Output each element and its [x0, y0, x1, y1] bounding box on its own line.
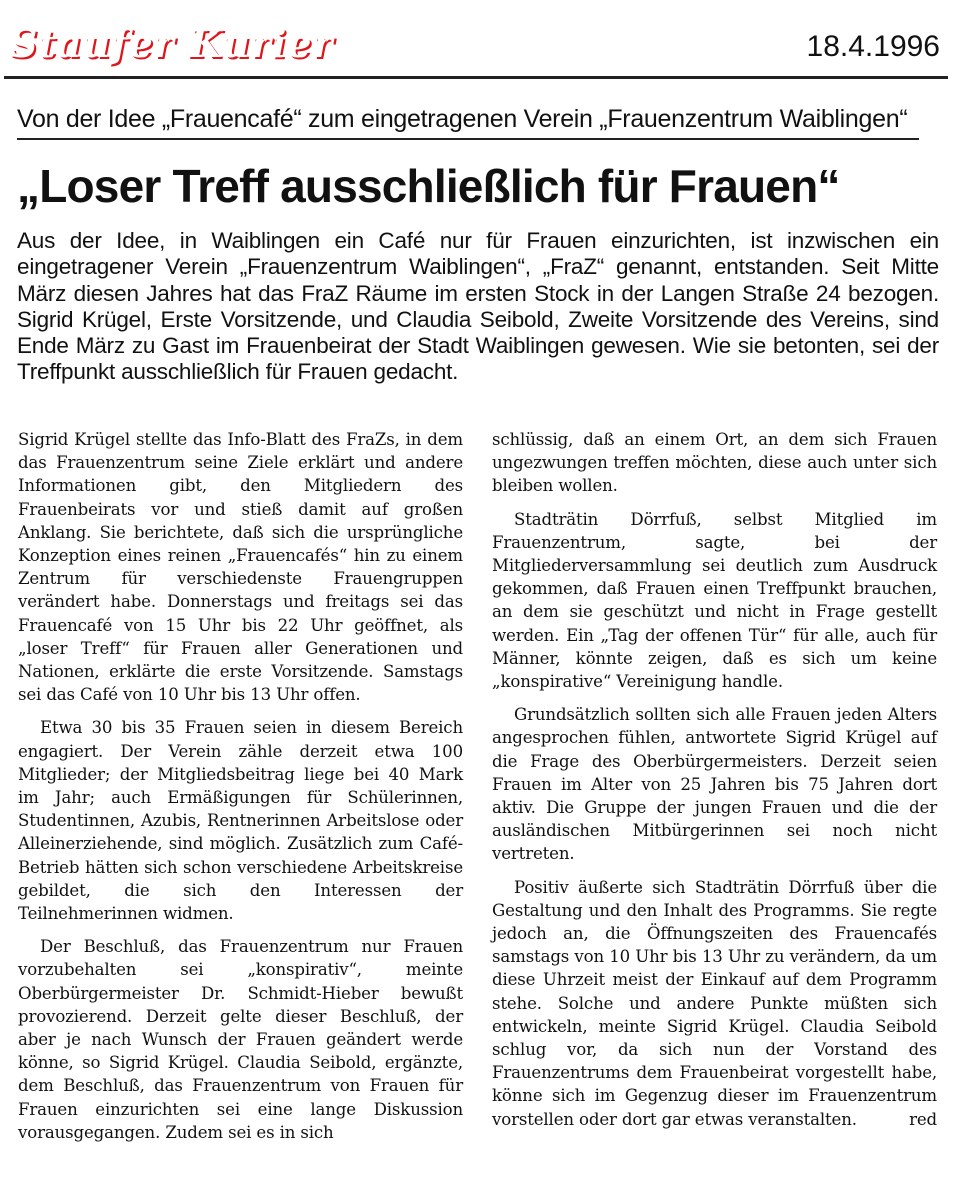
- issue-date: 18.4.1996: [806, 30, 940, 63]
- right-column: [492, 428, 937, 1131]
- newspaper-logo: Staufer Kurier: [10, 21, 334, 66]
- paragraph: Der Beschluß, das Frauenzentrum nur Frauen vorzubehalten sei „konspirativ“, meinte Oberbürgermeister Dr. Schmidt-Hieber bewußt provozierend. Derzeit gelte dieser Beschluß, der aber je nach Wunsch der Frauen geändert werde könne, so Sigrid Krügel. Claudia Seibold, ergänzte, dem Beschluß, das Frauenzentrum von Frauen für Frauen einzurichten sei eine lange Diskussion vorausgegangen. Zudem sei es in sich: [18, 937, 463, 1142]
- left-column: [18, 428, 463, 1154]
- article-headline: „Loser Treff ausschließlich für Frauen“: [17, 160, 840, 212]
- paragraph: schlüssig, daß an einem Ort, an dem sich Frauen ungezwungen treffen möchten, diese auch unter sich bleiben wollen.: [492, 430, 937, 496]
- paragraph: Sigrid Krügel stellte das Info-Blatt des FraZs, in dem das Frauenzentrum seine Ziele erklärt und andere Informationen gibt, den Mitgliedern des Frauenbeirats vor und stieß damit auf großen Anklang. Sie berichtete, daß sich die ursprüngliche Konzeption eines reinen „Frauencafés“ hin zu einem Zentrum für verschiedenste Frauengruppen verändert habe. Donnerstags und freitags sei das Frauencafé von 15 Uhr bis 22 Uhr geöffnet, als „loser Treff“ für Frauen aller Generationen und Nationen, erklärte die erste Vorsitzende. Samstags sei das Café von 10 Uhr bis 13 Uhr offen.: [18, 430, 463, 705]
- paragraph-text: Positiv äußerte sich Stadträtin Dörrfuß über die Gestaltung und den Inhalt des Programms. Sie regte jedoch an, die Öffnungszeiten des Frauencafés samstags von 10 Uhr bis 13 Uhr zu verändern, da um diese Uhrzeit meist der Einkauf auf dem Programm stehe. Solche und andere Punkte müßten sich entwickeln, meinte Sigrid Krügel. Claudia Seibold schlug vor, da sich nun der Vorstand des Frauenzentrums dem Frauenbeirat vorgestellt habe, könne sich im Gegenzug dieser im Frauenzentrum vorstellen oder dort gar etwas veranstalten.: [492, 877, 937, 1129]
- article-lead: Aus der Idee, in Waiblingen ein Café nur für Frauen einzurichten, ist inzwischen ein eingetragener Verein „Frauenzentrum Waiblingen“, „FraZ“ genannt, entstanden. Seit Mitte März diesen Jahres hat das FraZ Räume im ersten Stock in der Langen Straße 24 bezogen. Sigrid Krügel, Erste Vorsitzende, und Claudia Seibold, Zweite Vorsitzende des Vereins, sind Ende März zu Gast im Frauenbeirat der Stadt Waiblingen gewesen. Wie sie betonten, sei der Treffpunkt ausschließlich für Frauen gedacht.: [17, 228, 939, 385]
- masthead-divider: [4, 76, 948, 79]
- author-signature: red: [909, 1109, 937, 1129]
- paragraph: Stadträtin Dörrfuß, selbst Mitglied im Frauenzentrum, sagte, bei der Mitgliederversammlung sei deutlich zum Ausdruck gekommen, daß Frauen einen Treffpunkt brauchen, an dem sie geschützt und nicht in Frage gestellt werden. Ein „Tag der offenen Tür“ für alle, auch für Männer, könnte zeigen, daß es sich um keine „konspirative“ Vereinigung handle.: [492, 509, 937, 692]
- paragraph: Etwa 30 bis 35 Frauen seien in diesem Bereich engagiert. Der Verein zähle derzeit etwa 100 Mitglieder; der Mitgliedsbeitrag liege bei 40 Mark im Jahr; auch Ermäßigungen für Schülerinnen, Studentinnen, Azubis, Rentnerinnen Arbeitslose oder Alleinerziehende, sind möglich. Zusätzlich zum Café-Betrieb hätten sich schon verschiedene Arbeitskreise gebildet, die sich den Interessen der Teilnehmerinnen widmen.: [18, 718, 463, 924]
- paragraph: [492, 876, 937, 1131]
- paragraph: Grundsätzlich sollten sich alle Frauen jeden Alters angesprochen fühlen, antwortete Sigrid Krügel auf die Frage des Oberbürgermeisters. Derzeit seien Frauen im Alter von 25 Jahren bis 75 Jahren dort aktiv. Die Gruppe der jungen Frauen und die der ausländischen Mitbürgerinnen sei noch nicht vertreten.: [492, 705, 937, 864]
- article-kicker: Von der Idee „Frauencafé“ zum eingetragenen Verein „Frauenzentrum Waiblingen“: [17, 104, 919, 140]
- masthead: [10, 18, 944, 80]
